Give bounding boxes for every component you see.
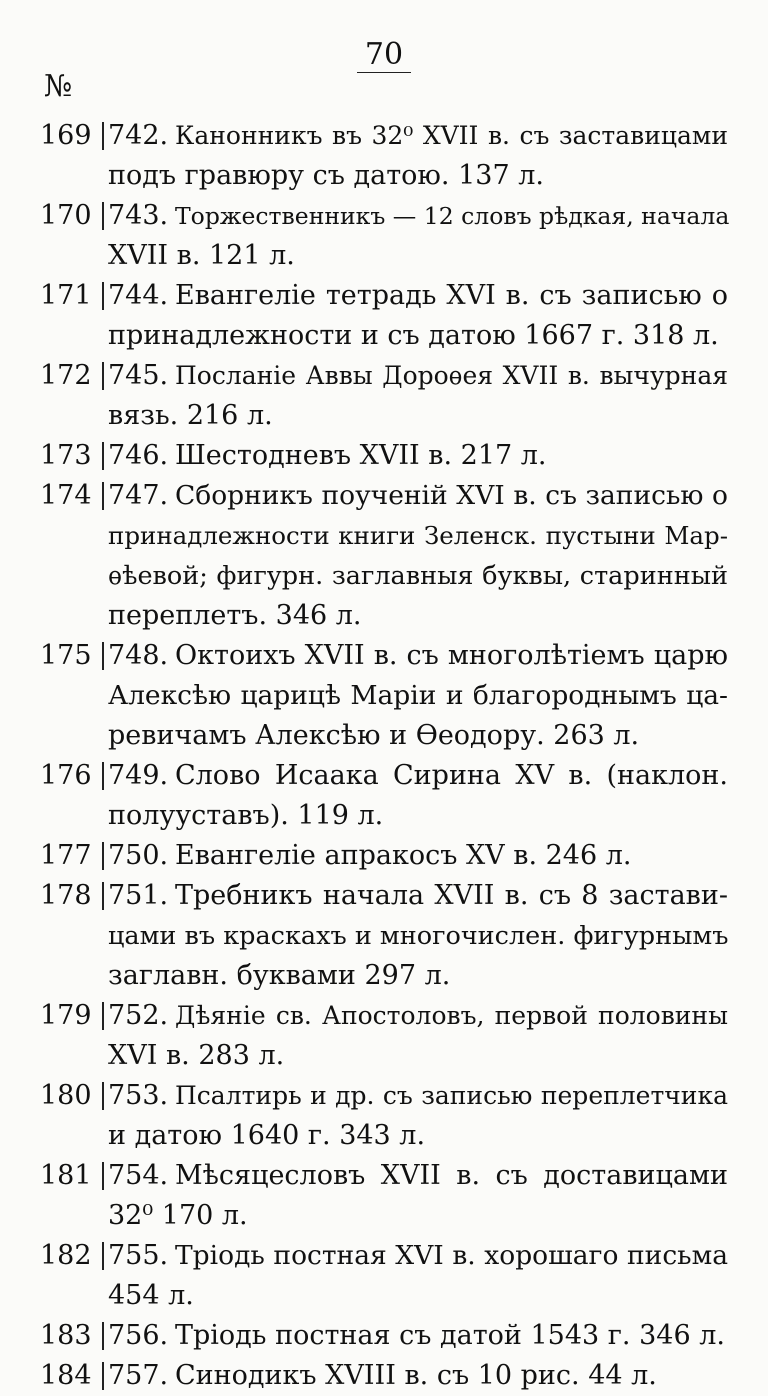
catalog-entry <box>0 836 768 876</box>
entry-number: 172 <box>40 360 92 391</box>
entry-text: XVI в. 283 л. <box>108 1040 285 1071</box>
entry-number: 170 <box>40 200 92 231</box>
entry-text: 32⁰ 170 л. <box>108 1200 248 1231</box>
entry-line <box>0 316 768 356</box>
entry-line <box>0 476 768 516</box>
catalog-entry <box>0 636 768 756</box>
entry-text: Шестодневъ XVII в. 217 л. <box>175 440 547 471</box>
number-separator <box>102 762 104 790</box>
entry-text: заглавн. буквами 297 л. <box>108 960 451 991</box>
entry-text: Евангеліе апракосъ XV в. 246 л. <box>175 840 632 871</box>
entry-line <box>0 1076 768 1116</box>
catalog-number: 744. <box>108 280 169 311</box>
catalog-entry <box>0 1356 768 1396</box>
entry-text: Дѣяніе св. Апостоловъ, первой половины <box>175 1001 728 1030</box>
number-separator <box>102 1162 104 1190</box>
catalog-entry <box>0 356 768 436</box>
number-separator <box>102 202 104 230</box>
catalog-number: 745. <box>108 360 169 391</box>
entry-line <box>0 1036 768 1076</box>
number-separator <box>102 282 104 310</box>
number-separator <box>102 482 104 510</box>
entry-line <box>0 596 768 636</box>
entry-line <box>0 1276 768 1316</box>
entry-number: 182 <box>40 1240 92 1271</box>
catalog-number: 749. <box>108 760 169 791</box>
catalog-number: 743. <box>108 200 169 231</box>
entry-text: ѳѣевой; фигурн. заглавныя буквы, старинный <box>108 561 728 591</box>
entry-number: 174 <box>40 480 92 511</box>
number-separator <box>102 122 104 150</box>
catalog-entry <box>0 116 768 196</box>
entry-line <box>0 276 768 316</box>
entry-line <box>0 236 768 276</box>
entry-line <box>0 916 768 956</box>
entry-line <box>0 436 768 476</box>
catalog-number: 754. <box>108 1160 169 1191</box>
entry-text: принадлежности и съ датою 1667 г. 318 л. <box>108 320 719 351</box>
entry-text: Торжественникъ — 12 словъ рѣдкая, начала <box>175 202 730 230</box>
number-sign: № <box>44 69 73 104</box>
entry-line <box>0 676 768 716</box>
catalog-entry <box>0 196 768 276</box>
entry-text: Сборникъ поученій XVI в. съ записью о <box>175 480 728 511</box>
catalog-entry <box>0 476 768 636</box>
catalog-entry <box>0 1156 768 1236</box>
entry-text: Требникъ начала XVII в. съ 8 застави- <box>175 880 728 911</box>
catalog-number: 748. <box>108 640 169 671</box>
catalog-entry <box>0 1316 768 1356</box>
catalog-number: 757. <box>108 1360 169 1391</box>
entry-text: Канонникъ въ 32⁰ XVII в. съ заставицами <box>175 121 728 150</box>
catalog-entries <box>0 116 768 1396</box>
page-number <box>0 38 768 73</box>
entry-text: Евангеліе тетрадь XVI в. съ записью о <box>175 280 728 311</box>
entry-line <box>0 396 768 436</box>
entry-line <box>0 1356 768 1396</box>
entry-number: 183 <box>40 1320 92 1351</box>
catalog-number: 746. <box>108 440 169 471</box>
entry-text: 454 л. <box>108 1280 194 1311</box>
page-number-text: 70 <box>357 38 411 73</box>
entry-line <box>0 876 768 916</box>
catalog-number: 742. <box>108 120 169 151</box>
entry-text: цами въ краскахъ и многочислен. фигурнымъ <box>108 921 729 951</box>
entry-line <box>0 636 768 676</box>
entry-line <box>0 836 768 876</box>
number-separator <box>102 642 104 670</box>
catalog-number: 755. <box>108 1240 169 1271</box>
entry-text: Псалтирь и др. съ записью переплетчика <box>175 1081 728 1110</box>
entry-number: 169 <box>40 120 92 151</box>
number-separator <box>102 1002 104 1030</box>
number-separator <box>102 362 104 390</box>
catalog-entry <box>0 1236 768 1316</box>
entry-text: Мѣсяцесловъ XVII в. съ доставицами <box>175 1160 728 1191</box>
entry-text: подъ гравюру съ датою. 137 л. <box>108 160 544 191</box>
catalog-number: 751. <box>108 880 169 911</box>
entry-text: Слово Исаака Сирина XV в. (наклон. <box>175 760 728 791</box>
catalog-entry <box>0 876 768 996</box>
entry-text: вязь. 216 л. <box>108 400 273 431</box>
entry-number: 177 <box>40 840 92 871</box>
entry-number: 176 <box>40 760 92 791</box>
catalog-number: 750. <box>108 840 169 871</box>
catalog-entry <box>0 1076 768 1156</box>
entry-number: 179 <box>40 1000 92 1031</box>
entry-text: Тріодь постная съ датой 1543 г. 346 л. <box>175 1320 725 1351</box>
entry-number: 184 <box>40 1360 92 1391</box>
entry-line <box>0 956 768 996</box>
catalog-entry <box>0 996 768 1076</box>
entry-text: и датою 1640 г. 343 л. <box>108 1120 426 1151</box>
entry-text: переплетъ. 346 л. <box>108 600 362 631</box>
entry-number: 180 <box>40 1080 92 1111</box>
entry-line <box>0 796 768 836</box>
entry-line <box>0 196 768 236</box>
entry-line <box>0 756 768 796</box>
catalog-number: 756. <box>108 1320 169 1351</box>
entry-number: 181 <box>40 1160 92 1191</box>
number-separator <box>102 1322 104 1350</box>
entry-number: 171 <box>40 280 92 311</box>
number-separator <box>102 882 104 910</box>
entry-line <box>0 116 768 156</box>
number-separator <box>102 1082 104 1110</box>
number-separator <box>102 1362 104 1390</box>
entry-line <box>0 1316 768 1356</box>
entry-line <box>0 996 768 1036</box>
number-separator <box>102 442 104 470</box>
entry-text: Алексѣю царицѣ Маріи и благороднымъ ца- <box>108 680 728 711</box>
entry-text: полууставъ). 119 л. <box>108 800 384 831</box>
entry-line <box>0 356 768 396</box>
entry-number: 178 <box>40 880 92 911</box>
entry-text: Синодикъ XVIII в. съ 10 рис. 44 л. <box>175 1360 657 1391</box>
entry-line <box>0 516 768 556</box>
entry-text: принадлежности книги Зеленск. пустыни Мар- <box>108 521 728 550</box>
catalog-number: 752. <box>108 1000 169 1031</box>
entry-line <box>0 1156 768 1196</box>
entry-text: Октоихъ XVII в. съ многолѣтіемъ царю <box>175 640 728 671</box>
entry-line <box>0 1236 768 1276</box>
catalog-entry <box>0 276 768 356</box>
entry-line <box>0 716 768 756</box>
entry-text: XVII в. 121 л. <box>108 240 295 271</box>
catalog-entry <box>0 436 768 476</box>
entry-line <box>0 1196 768 1236</box>
entry-number: 173 <box>40 440 92 471</box>
entry-text: Посланіе Аввы Дороѳея XVII в. вычурная <box>175 361 728 390</box>
entry-line <box>0 556 768 596</box>
entry-text: Тріодь постная XVI в. хорошаго письма <box>175 1240 728 1271</box>
number-separator <box>102 1242 104 1270</box>
entry-line <box>0 156 768 196</box>
entry-line <box>0 1116 768 1156</box>
number-separator <box>102 842 104 870</box>
catalog-entry <box>0 756 768 836</box>
entry-text: ревичамъ Алексѣю и Ѳеодору. 263 л. <box>108 720 640 751</box>
catalog-number: 753. <box>108 1080 169 1111</box>
catalog-number: 747. <box>108 480 169 511</box>
entry-number: 175 <box>40 640 92 671</box>
